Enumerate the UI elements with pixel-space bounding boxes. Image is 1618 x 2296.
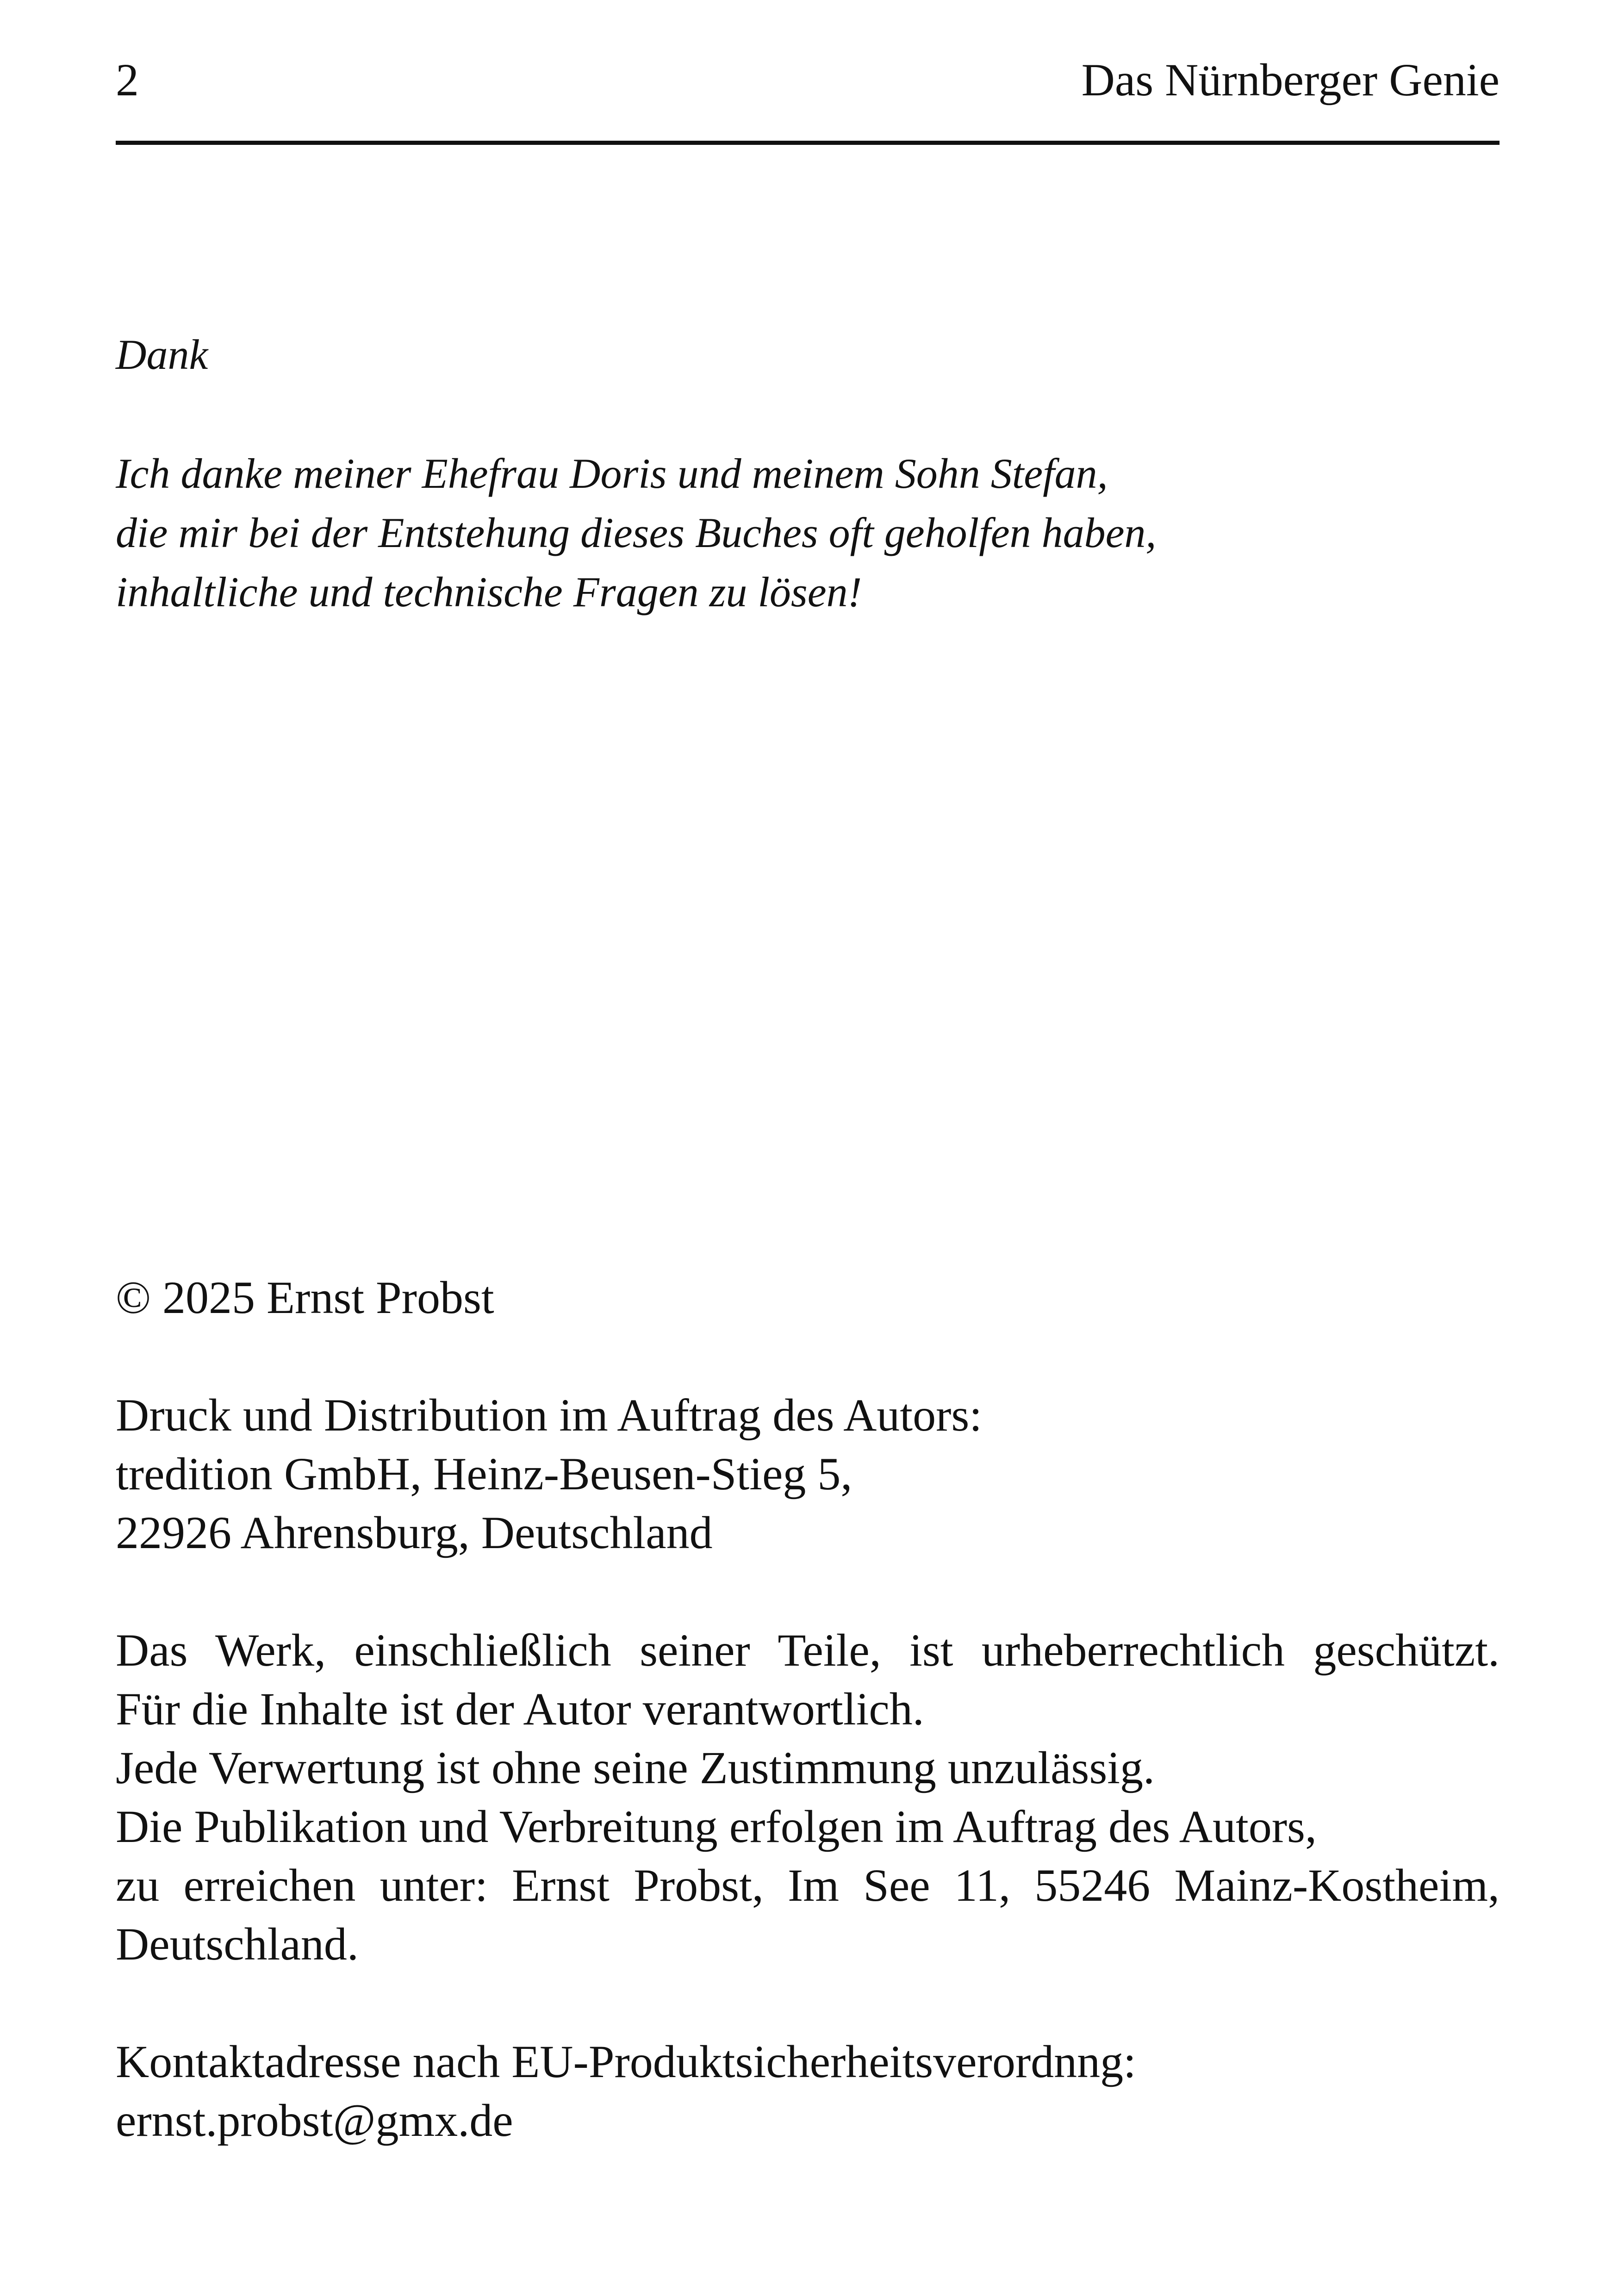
header-rule: [116, 141, 1500, 145]
contact-email: ernst.probst@gmx.de: [116, 2095, 513, 2146]
rights-line: Das Werk, einschließlich seiner Teile, ist urheberrechtlich geschützt.: [116, 1624, 1500, 1676]
rights-line: Für die Inhalte ist der Autor verantwortlich.: [116, 1683, 924, 1735]
dedication-line: Ich danke meiner Ehefrau Doris und meinem Sohn Stefan,: [116, 450, 1108, 497]
dedication-line: inhaltliche und technische Fragen zu lösen!: [116, 568, 862, 616]
contact-info: [116, 2032, 1500, 2150]
printing-line: 22926 Ahrensburg, Deutschland: [116, 1507, 713, 1558]
dedication-section: [116, 324, 1319, 622]
running-title: Das Nürnberger Genie: [1081, 54, 1500, 106]
page-header: [116, 46, 1500, 116]
rights-line: Deutschland.: [116, 1918, 359, 1970]
page-number: 2: [116, 54, 139, 106]
dedication-line: die mir bei der Entstehung dieses Buches oft geholfen haben,: [116, 509, 1157, 556]
rights-notice: [116, 1621, 1500, 1973]
copyright-notice: [116, 1268, 1500, 1327]
rights-line: Die Publikation und Verbreitung erfolgen im Auftrag des Autors,: [116, 1801, 1317, 1852]
imprint-section: [116, 1268, 1500, 2209]
printing-line: Druck und Distribution im Auftrag des Autors:: [116, 1389, 983, 1441]
copyright-line: © 2025 Ernst Probst: [116, 1272, 494, 1323]
printing-line: tredition GmbH, Heinz-Beusen-Stieg 5,: [116, 1448, 853, 1500]
dedication-text: [116, 444, 1319, 622]
contact-line: Kontaktadresse nach EU-Produktsicherheitsverordnng:: [116, 2036, 1136, 2087]
rights-line: Jede Verwertung ist ohne seine Zustimmung unzulässig.: [116, 1742, 1155, 1793]
rights-line: zu erreichen unter: Ernst Probst, Im See 11, 55246 Mainz-Kostheim,: [116, 1860, 1500, 1911]
dedication-heading: Dank: [116, 331, 208, 378]
printing-info: [116, 1386, 1500, 1562]
